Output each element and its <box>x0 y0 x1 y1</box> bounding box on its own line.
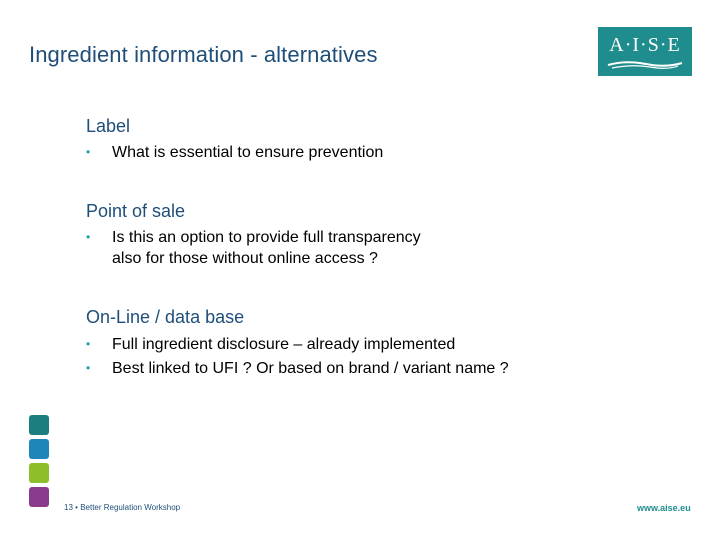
bullet-text: What is essential to ensure prevention <box>112 144 384 161</box>
aise-logo <box>598 27 692 76</box>
bullet-marker: • <box>86 337 91 351</box>
bullet-text: Full ingredient disclosure – already implemented <box>112 336 456 353</box>
blue-square <box>29 439 49 459</box>
footer-url: www.aise.eu <box>637 503 691 513</box>
section-heading-label: Label <box>86 116 131 136</box>
section-heading-online-database: On-Line / data base <box>86 307 245 327</box>
bullet-text-line-1: Is this an option to provide full transparency <box>112 229 421 246</box>
bullet-text-line-2: also for those without online access ? <box>112 250 378 267</box>
bullet-marker: • <box>86 230 91 244</box>
workshop-name: Better Regulation Workshop <box>80 503 181 512</box>
teal-square <box>29 415 49 435</box>
section-heading-point-of-sale: Point of sale <box>86 201 186 221</box>
bullet-marker: • <box>86 145 91 159</box>
logo-wave-icon <box>606 58 684 70</box>
footer-left <box>64 503 180 512</box>
slide-title: Ingredient information - alternatives <box>29 42 378 67</box>
bullet-marker: • <box>86 361 91 375</box>
page-number: 13 <box>64 503 73 512</box>
logo-text: A·I·S·E <box>609 34 681 56</box>
decorative-squares <box>29 415 49 511</box>
footer-separator: • <box>75 503 78 512</box>
green-square <box>29 463 49 483</box>
bullet-text: Best linked to UFI ? Or based on brand / variant name ? <box>112 360 509 377</box>
purple-square <box>29 487 49 507</box>
